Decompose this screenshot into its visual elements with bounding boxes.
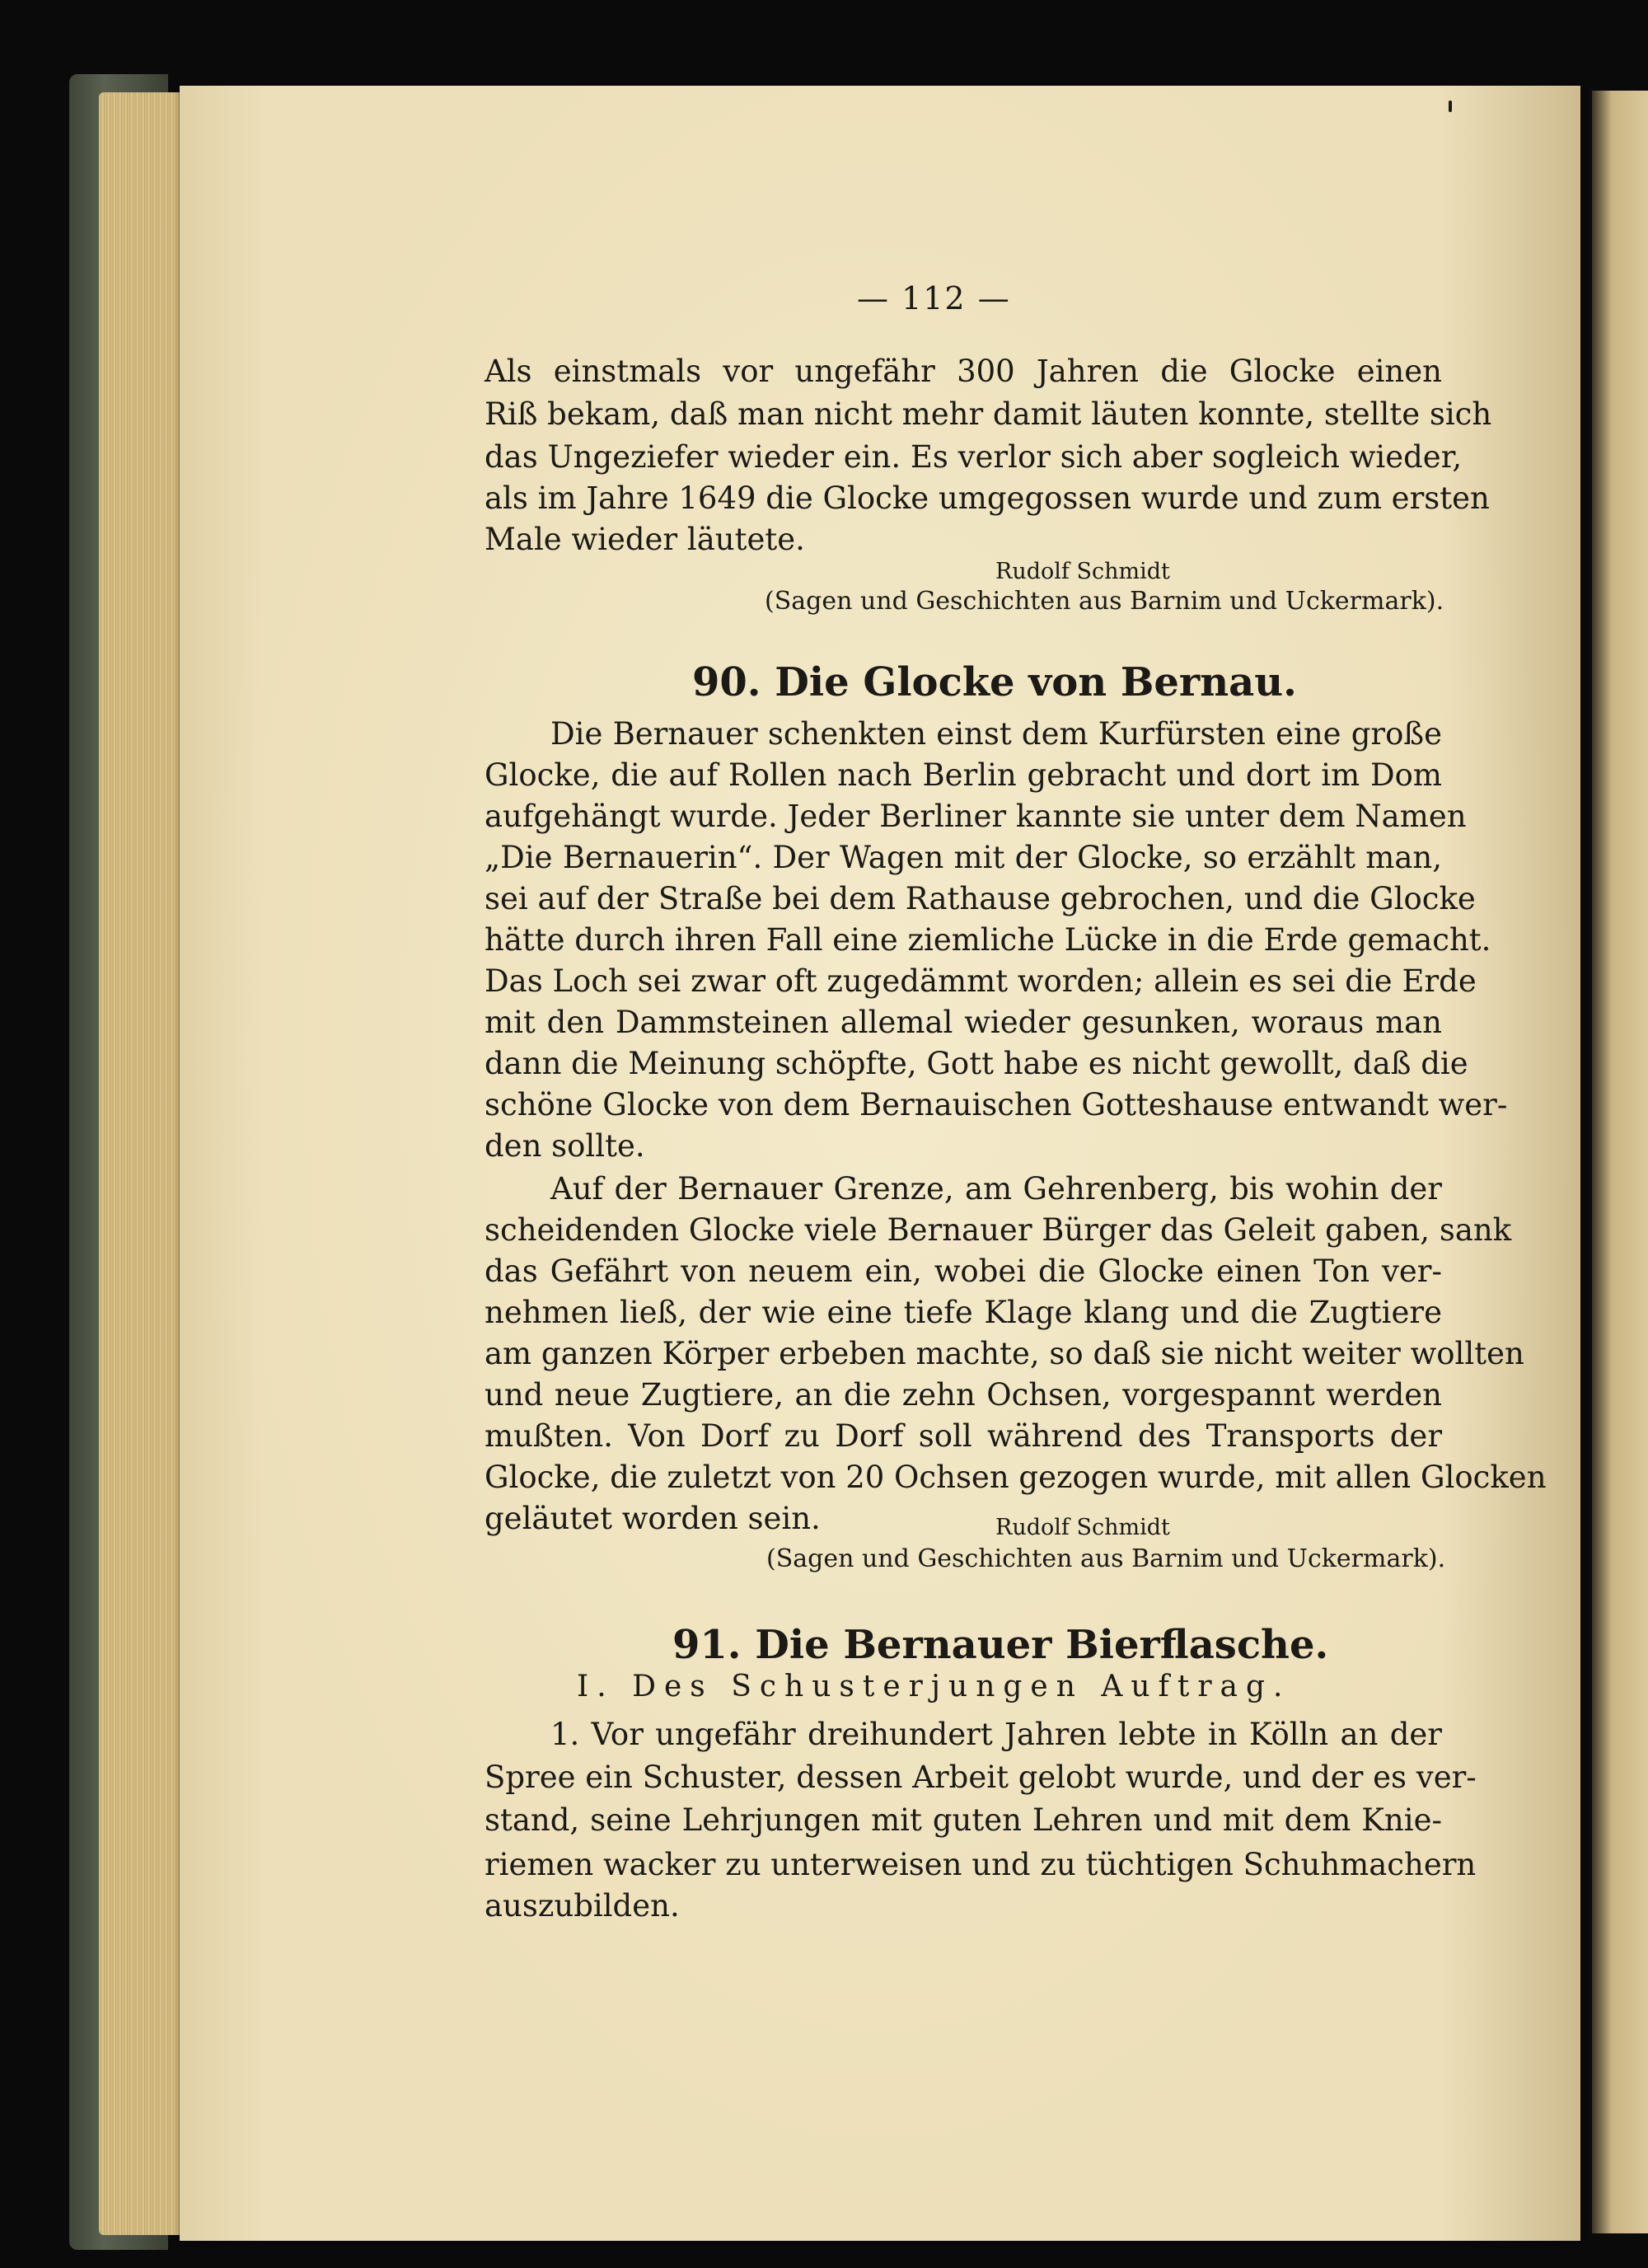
section-90-line: den sollte. [485,1128,645,1164]
section-90-line: Das Loch sei zwar oft zugedämmt worden; allein es sei die Erde [485,963,1477,999]
section-90-line: Glocke, die zuletzt von 20 Ochsen gezogen wurde, mit allen Glocken [485,1460,1547,1495]
section-90-line: das Gefährt von neuem ein, wobei die Glocke einen Ton ver- [485,1253,1442,1289]
section-90-line: hätte durch ihren Fall eine ziemliche Lücke in die Erde gemacht. [485,922,1491,958]
page-mark [1449,101,1452,112]
section-90-line: schöne Glocke von dem Bernauischen Gotteshause entwandt wer- [485,1087,1508,1122]
intro-source-work: (Sagen und Geschichten aus Barnim und Uckermark). [765,587,1444,616]
section-91-subheading: I. Des Schusterjungen Auftrag. [577,1670,1291,1703]
intro-line: als im Jahre 1649 die Glocke umgegossen wurde und zum ersten [485,480,1490,516]
section-91-line: Spree ein Schuster, dessen Arbeit gelobt wurde, und der es ver- [485,1760,1477,1795]
section-90-line: mußten. Von Dorf zu Dorf soll während des Transports der [485,1418,1442,1454]
intro-source-author: Rudolf Schmidt [995,559,1170,584]
section-90-line: sei auf der Straße bei dem Rathause gebrochen, und die Glocke [485,881,1476,916]
intro-line: Male wieder läutete. [485,522,805,557]
section-91-line: riemen wacker zu unterweisen und zu tüchtigen Schuhmachern [485,1847,1477,1882]
section-90-line: Auf der Bernauer Grenze, am Gehrenberg, bis wohin der [550,1171,1442,1207]
section-90-line: und neue Zugtiere, an die zehn Ochsen, vorgespannt werden [485,1377,1442,1413]
section-90-line: dann die Meinung schöpfte, Gott habe es nicht gewollt, daß die [485,1046,1468,1081]
intro-line: Als einstmals vor ungefähr 300 Jahren die Glocke einen [485,354,1442,389]
section-90-line: scheidenden Glocke viele Bernauer Bürger das Geleit gaben, sank [485,1212,1512,1248]
page-edges [99,92,181,2235]
section-90-line: geläutet worden sein. [485,1501,821,1536]
section-91-line: auszubilden. [485,1888,680,1924]
section-90-heading: 90. Die Glocke von Bernau. [692,659,1297,705]
section-90-line: nehmen ließ, der wie eine tiefe Klage klang und die Zugtiere [485,1295,1442,1330]
section-90-line: Glocke, die auf Rollen nach Berlin gebracht und dort im Dom [485,757,1442,793]
section-91-line: stand, seine Lehrjungen mit guten Lehren und mit dem Knie- [485,1802,1442,1838]
section-90-source-work: (Sagen und Geschichten aus Barnim und Uckermark). [766,1544,1446,1573]
section-90-line: mit den Dammsteinen allemal wieder gesunken, woraus man [485,1005,1442,1040]
section-90-line: aufgehängt wurde. Jeder Berliner kannte sie unter dem Namen [485,799,1467,834]
section-91-line: 1. Vor ungefähr dreihundert Jahren lebte in Kölln an der [550,1717,1442,1752]
section-90-line: Die Bernauer schenkten einst dem Kurfürsten eine große [550,716,1442,752]
section-90-line: „Die Bernauerin“. Der Wagen mit der Glocke, so erzählt man, [485,840,1442,875]
section-91-heading: 91. Die Bernauer Bierflasche. [672,1622,1329,1668]
facing-page-edge [1592,91,1648,2233]
page-number: — 112 — [857,280,1011,316]
section-90-source-author: Rudolf Schmidt [995,1515,1170,1540]
intro-line: Riß bekam, daß man nicht mehr damit läuten konnte, stellte sich [485,396,1492,432]
section-90-line: am ganzen Körper erbeben machte, so daß sie nicht weiter wollten [485,1336,1524,1371]
intro-line: das Ungeziefer wieder ein. Es verlor sich aber sogleich wieder, [485,439,1463,475]
